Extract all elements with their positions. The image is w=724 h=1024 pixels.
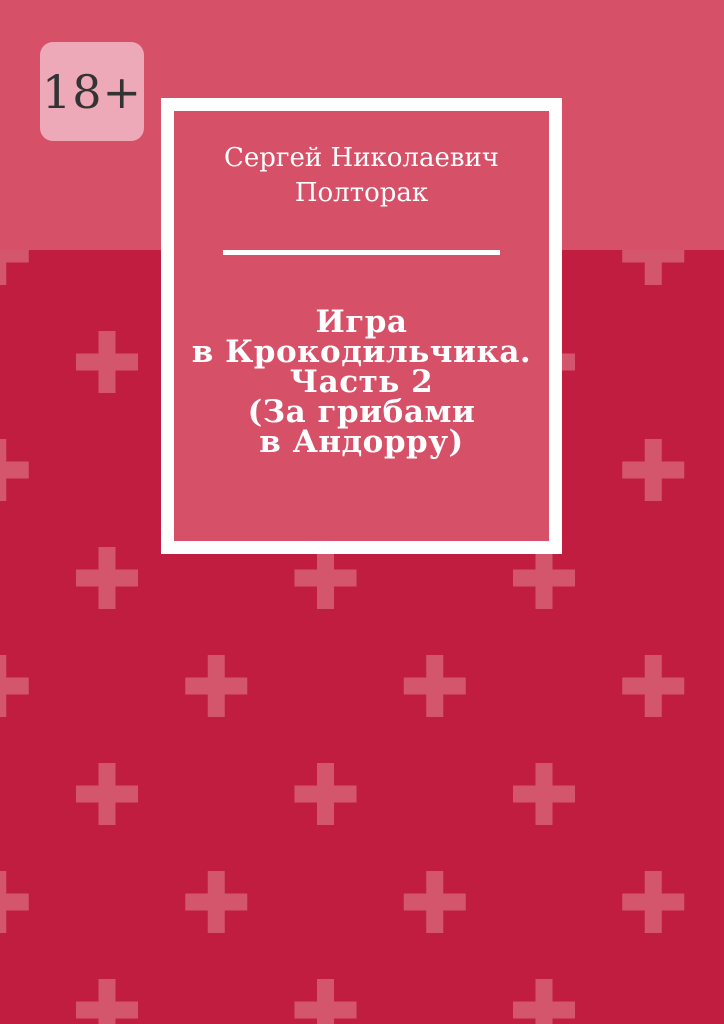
title-line-1: Игра: [315, 304, 408, 340]
book-title: [174, 304, 549, 460]
title-panel: [174, 111, 549, 541]
title-frame: [161, 98, 562, 554]
title-line-2: в Крокодильчика.: [191, 334, 532, 370]
author-line-2: Полторак: [294, 178, 429, 208]
title-line-3: Часть 2: [289, 364, 434, 400]
divider-line: [223, 250, 500, 255]
title-line-5: в Андорру): [259, 424, 464, 460]
age-restriction-badge: [40, 42, 144, 141]
age-restriction-label: 18+: [41, 64, 143, 119]
author-line-1: Сергей Николаевич: [224, 143, 499, 173]
title-line-4: (За грибами: [247, 394, 476, 430]
author-name: [174, 141, 549, 211]
